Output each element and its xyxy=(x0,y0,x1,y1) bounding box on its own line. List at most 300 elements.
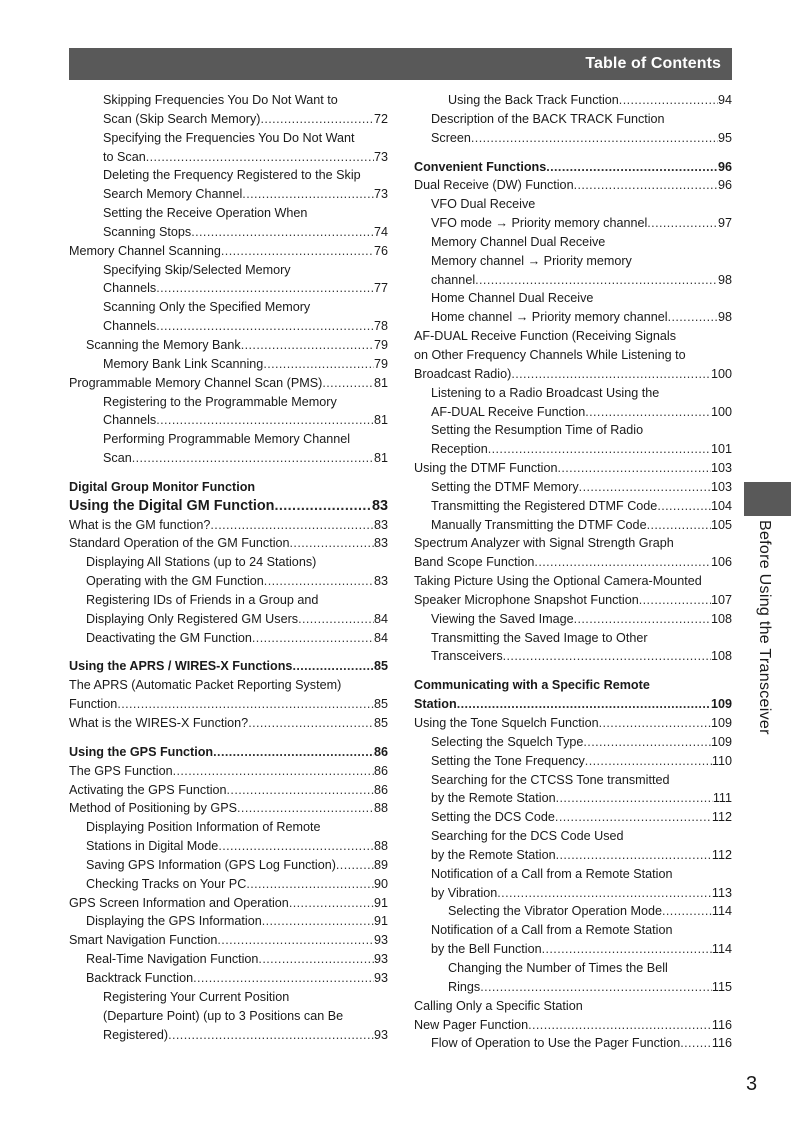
toc-entry[interactable] xyxy=(69,856,388,875)
toc-entry-title: Skipping Frequencies You Do Not Want to xyxy=(103,93,338,107)
toc-entry-page: 96 xyxy=(717,178,732,193)
toc-entry-page: 73 xyxy=(373,187,388,202)
toc-entry-page: 83 xyxy=(373,536,388,551)
toc-entry-title: Reception xyxy=(431,442,488,457)
toc-entry-title: Notification of a Call from a Remote Station xyxy=(431,866,673,881)
toc-entry-title: Checking Tracks on Your PC xyxy=(86,876,247,891)
toc-entry-page: 98 xyxy=(717,272,732,287)
toc-entry-page: 115 xyxy=(711,979,732,994)
toc-entry-page: 88 xyxy=(373,801,388,816)
toc-entry-page: 101 xyxy=(710,442,732,457)
toc-entry-title: Notification of a Call from a Remote Station xyxy=(431,923,673,938)
toc-entry-page: 97 xyxy=(717,216,732,231)
toc-entry[interactable] xyxy=(414,516,732,535)
toc-entry[interactable] xyxy=(69,714,388,733)
toc-entry-title: Calling Only a Specific Station xyxy=(414,998,583,1013)
leader-dots xyxy=(662,902,712,921)
toc-entry xyxy=(414,771,732,790)
toc-entry-title: Backtrack Function xyxy=(86,970,194,985)
toc-entry[interactable] xyxy=(414,497,732,516)
toc-entry xyxy=(69,393,388,412)
leader-dots xyxy=(221,242,374,261)
toc-entry xyxy=(69,430,388,449)
toc-entry xyxy=(414,110,732,129)
section-tab-marker xyxy=(744,482,791,516)
leader-dots xyxy=(488,440,711,459)
toc-entry[interactable] xyxy=(414,129,732,148)
toc-entry-page: 112 xyxy=(711,847,732,862)
header-bar xyxy=(69,48,732,80)
toc-entry-title: Specifying Skip/Selected Memory xyxy=(103,262,291,277)
toc-entry[interactable] xyxy=(69,449,388,468)
toc-entry[interactable] xyxy=(69,411,388,430)
toc-entry[interactable] xyxy=(414,647,732,666)
toc-entry-page: 109 xyxy=(710,697,732,712)
toc-entry[interactable] xyxy=(69,610,388,629)
leader-dots xyxy=(322,374,374,393)
toc-entry-title: Memory channel → Priority memory xyxy=(431,253,632,268)
toc-entry-title: Programmable Memory Channel Scan (PMS) xyxy=(69,375,323,390)
toc-entry xyxy=(414,327,732,346)
toc-entry-title: Specifying the Frequencies You Do Not Want xyxy=(103,130,355,145)
toc-entry-title: Standard Operation of the GM Function xyxy=(69,536,290,551)
toc-entry[interactable] xyxy=(414,940,732,959)
toc-entry-title: Home channel → Priority memory channel xyxy=(431,310,668,325)
toc-entry-page: 106 xyxy=(710,555,732,570)
toc-entry[interactable] xyxy=(414,403,732,422)
toc-entry[interactable] xyxy=(414,214,732,233)
toc-entry-page: 111 xyxy=(712,791,732,806)
toc-entry-title: (Departure Point) (up to 3 Positions can Be xyxy=(103,1008,344,1023)
leader-dots xyxy=(156,411,374,430)
leader-dots xyxy=(146,148,374,167)
toc-entry-page: 86 xyxy=(373,763,388,778)
toc-entry-title: on Other Frequency Channels While Listening to xyxy=(414,347,686,362)
toc-entry-title: Broadcast Radio) xyxy=(414,366,512,381)
toc-entry-page: 81 xyxy=(373,451,388,466)
toc-entry-page: 91 xyxy=(373,895,388,910)
leader-dots xyxy=(647,214,718,233)
toc-entry xyxy=(414,233,732,252)
toc-entry-title: Channels xyxy=(103,413,157,428)
toc-entry[interactable] xyxy=(69,931,388,950)
toc-entry[interactable] xyxy=(414,478,732,497)
toc-entry-page: 85 xyxy=(373,659,388,674)
leader-dots xyxy=(237,799,374,818)
toc-entry xyxy=(414,572,732,591)
toc-entry-title: Transmitting the Saved Image to Other xyxy=(431,630,648,645)
leader-dots xyxy=(668,308,718,327)
toc-entry[interactable] xyxy=(69,534,388,553)
leader-dots xyxy=(290,534,374,553)
leader-dots xyxy=(217,931,374,950)
toc-entry-title: Operating with the GM Function xyxy=(86,574,264,589)
toc-entry-title: Real-Time Navigation Function xyxy=(86,952,259,967)
toc-entry-page: 73 xyxy=(373,149,388,164)
toc-entry-title: Registering Your Current Position xyxy=(103,989,290,1004)
toc-entry-title: by the Bell Function xyxy=(431,942,542,957)
toc-entry-page: 81 xyxy=(373,413,388,428)
toc-entry-title: Search Memory Channel xyxy=(103,187,243,202)
toc-entry-title: Taking Picture Using the Optional Camera-Mounted xyxy=(414,574,702,589)
toc-entry-page: 96 xyxy=(717,159,732,174)
toc-entry[interactable] xyxy=(69,762,388,781)
toc-entry-title: Rings xyxy=(448,979,481,994)
leader-dots xyxy=(585,752,712,771)
toc-entry xyxy=(69,298,388,317)
toc-entry-title: The APRS (Automatic Packet Reporting System) xyxy=(69,678,342,693)
toc-entry-title: The GPS Function xyxy=(69,763,173,778)
toc-entry xyxy=(414,959,732,978)
toc-entry[interactable] xyxy=(414,610,732,629)
toc-entry-title: Listening to a Radio Broadcast Using the xyxy=(431,385,660,400)
toc-entry xyxy=(414,346,732,365)
toc-entry[interactable] xyxy=(414,365,732,384)
leader-dots xyxy=(191,223,374,242)
leader-dots xyxy=(156,279,374,298)
toc-entry-title: Stations in Digital Mode xyxy=(86,839,219,854)
toc-entry-page: 88 xyxy=(373,839,388,854)
toc-entry-title: to Scan xyxy=(103,149,146,164)
leader-dots xyxy=(528,1016,712,1035)
toc-entry-title: Setting the Tone Frequency xyxy=(431,753,585,768)
toc-entry-page: 91 xyxy=(373,914,388,929)
toc-entry[interactable] xyxy=(69,516,388,535)
toc-entry[interactable] xyxy=(69,279,388,298)
toc-entry-page: 103 xyxy=(710,479,732,494)
toc-entry[interactable] xyxy=(414,459,732,478)
toc-entry-page: 114 xyxy=(711,904,732,919)
toc-entry xyxy=(69,553,388,572)
toc-entry[interactable] xyxy=(69,894,388,913)
toc-entry-title: Scanning the Memory Bank xyxy=(86,337,241,352)
toc-entry xyxy=(69,818,388,837)
toc-entry-title: Saving GPS Information (GPS Log Function) xyxy=(86,857,336,872)
toc-entry-title: What is the WIRES-X Function? xyxy=(69,716,249,730)
toc-entry[interactable] xyxy=(69,242,388,261)
toc-entry-title: Registering IDs of Friends in a Group and xyxy=(86,592,319,607)
toc-entry-title: Channels xyxy=(103,319,157,334)
toc-entry-page: 89 xyxy=(373,857,388,872)
toc-entry-page: 103 xyxy=(710,461,732,476)
toc-entry[interactable] xyxy=(414,884,732,903)
toc-entry[interactable] xyxy=(69,969,388,988)
toc-entry-title: Searching for the DCS Code Used xyxy=(431,829,624,844)
leader-dots xyxy=(117,695,374,714)
toc-entry-title: Scanning Only the Specified Memory xyxy=(103,300,311,315)
leader-dots xyxy=(556,789,713,808)
toc-entry[interactable] xyxy=(69,317,388,336)
toc-entry-title: Transmitting the Registered DTMF Code xyxy=(431,498,658,513)
toc-entry[interactable] xyxy=(414,733,732,752)
leader-dots xyxy=(579,478,711,497)
toc-entry-page: 79 xyxy=(373,356,388,371)
leader-dots xyxy=(619,91,718,110)
toc-entry[interactable] xyxy=(69,875,388,894)
toc-entry-title: Transceivers xyxy=(431,649,503,664)
toc-entry-title: channel xyxy=(431,272,476,287)
toc-entry-title: Displaying the GPS Information xyxy=(86,914,262,929)
toc-entry-title: Selecting the Vibrator Operation Mode xyxy=(448,904,662,919)
toc-entry-page: 105 xyxy=(710,517,732,532)
leader-dots xyxy=(556,846,712,865)
leader-dots xyxy=(241,336,374,355)
toc-entry[interactable] xyxy=(69,950,388,969)
toc-entry-title: Changing the Number of Times the Bell xyxy=(448,960,668,975)
toc-entry-page: 112 xyxy=(711,810,732,825)
toc-entry[interactable] xyxy=(69,629,388,648)
leader-dots xyxy=(210,516,374,535)
leader-dots xyxy=(657,497,711,516)
toc-entry xyxy=(69,988,388,1007)
toc-entry-title: Deactivating the GM Function xyxy=(86,630,252,645)
toc-entry[interactable] xyxy=(414,695,732,714)
toc-entry-title: Communicating with a Specific Remote xyxy=(414,678,650,693)
toc-entry[interactable] xyxy=(69,912,388,931)
toc-entry xyxy=(69,204,388,223)
toc-entry-title: Screen xyxy=(431,130,471,145)
leader-dots xyxy=(260,110,374,129)
toc-entry-title: Activating the GPS Function xyxy=(69,782,227,797)
toc-entry-page: 109 xyxy=(710,716,732,730)
toc-entry-title: Registered) xyxy=(103,1027,169,1042)
toc-left-column xyxy=(69,91,388,1044)
toc-entry-title: Method of Positioning by GPS xyxy=(69,801,238,816)
toc-entry xyxy=(414,997,732,1016)
toc-entry-title: AF-DUAL Receive Function (Receiving Signals xyxy=(414,329,677,344)
toc-entry[interactable] xyxy=(414,91,732,110)
toc-entry-page: 110 xyxy=(711,753,732,768)
toc-entry xyxy=(414,676,732,695)
toc-entry-title: Setting the Resumption Time of Radio xyxy=(431,423,644,438)
leader-dots xyxy=(574,610,711,629)
toc-entry xyxy=(414,195,732,214)
toc-entry-title: What is the GM function? xyxy=(69,517,211,532)
toc-entry xyxy=(69,1007,388,1026)
page-title: Table of Contents xyxy=(585,55,721,72)
toc-entry-title: Using the APRS / WIRES-X Functions xyxy=(69,659,293,674)
toc-entry-title: Scanning Stops xyxy=(103,224,192,239)
leader-dots xyxy=(262,912,374,931)
toc-entry-title: Deleting the Frequency Registered to the Skip xyxy=(103,168,361,183)
toc-entry-page: 83 xyxy=(373,574,388,589)
toc-entry-page: 85 xyxy=(373,697,388,712)
toc-entry-title: VFO Dual Receive xyxy=(431,197,536,212)
toc-entry-page: 116 xyxy=(711,1017,732,1032)
toc-entry[interactable] xyxy=(414,553,732,572)
toc-entry-title: Registering to the Programmable Memory xyxy=(103,394,337,409)
toc-entry-title: Performing Programmable Memory Channel xyxy=(103,432,351,447)
toc-entry xyxy=(414,289,732,308)
toc-entry[interactable] xyxy=(69,110,388,129)
leader-dots xyxy=(252,629,374,648)
leader-dots xyxy=(264,572,374,591)
toc-entry-title: Convenient Functions xyxy=(414,159,547,174)
toc-entry xyxy=(69,166,388,185)
toc-entry-title: Displaying Position Information of Remote xyxy=(86,820,321,835)
toc-entry-title: Description of the BACK TRACK Function xyxy=(431,111,665,126)
toc-entry-title: Memory Bank Link Scanning xyxy=(103,356,264,371)
leader-dots xyxy=(242,185,374,204)
toc-entry xyxy=(69,676,388,695)
leader-dots xyxy=(292,657,374,676)
leader-dots xyxy=(471,129,718,148)
toc-entry-page: 90 xyxy=(373,876,388,891)
toc-entry-page: 114 xyxy=(711,942,732,957)
toc-entry[interactable] xyxy=(69,355,388,374)
leader-dots xyxy=(274,497,372,516)
toc-entry-page: 83 xyxy=(373,517,388,532)
toc-entry-page: 98 xyxy=(717,310,732,325)
toc-entry xyxy=(414,827,732,846)
toc-entry[interactable] xyxy=(414,308,732,327)
toc-entry-page: 108 xyxy=(710,611,732,626)
toc-entry-title: Flow of Operation to Use the Pager Function xyxy=(431,1036,681,1051)
toc-entry[interactable] xyxy=(69,743,388,762)
leader-dots xyxy=(534,553,711,572)
leader-dots xyxy=(511,365,711,384)
toc-entry-page: 74 xyxy=(373,224,388,239)
toc-entry[interactable] xyxy=(414,902,732,921)
toc-entry-title: Displaying All Stations (up to 24 Stations) xyxy=(86,555,317,570)
toc-entry-page: 109 xyxy=(710,734,732,749)
toc-entry xyxy=(414,252,732,271)
toc-entry[interactable] xyxy=(414,176,732,195)
leader-dots xyxy=(557,459,711,478)
toc-entry-page: 108 xyxy=(710,649,732,664)
toc-entry-title: Speaker Microphone Snapshot Function xyxy=(414,592,639,607)
leader-dots xyxy=(480,978,712,997)
toc-entry-title: Displaying Only Registered GM Users xyxy=(86,611,299,626)
toc-entry-page: 86 xyxy=(373,744,388,759)
toc-entry[interactable] xyxy=(69,336,388,355)
toc-entry[interactable] xyxy=(69,148,388,167)
toc-entry-page: 78 xyxy=(373,319,388,334)
toc-entry[interactable] xyxy=(69,657,388,676)
toc-entry[interactable] xyxy=(414,158,732,177)
toc-entry-title: GPS Screen Information and Operation xyxy=(69,895,289,910)
leader-dots xyxy=(555,808,712,827)
toc-entry-title: Channels xyxy=(103,281,157,296)
toc-entry xyxy=(69,129,388,148)
toc-entry[interactable] xyxy=(414,808,732,827)
toc-entry xyxy=(69,478,388,497)
toc-entry[interactable] xyxy=(414,789,732,808)
toc-entry[interactable] xyxy=(69,837,388,856)
toc-entry-page: 84 xyxy=(373,630,388,645)
toc-entry-page: 85 xyxy=(373,716,388,730)
toc-entry[interactable] xyxy=(69,572,388,591)
toc-entry-title: Setting the Receive Operation When xyxy=(103,206,308,221)
toc-entry-title: Band Scope Function xyxy=(414,555,535,570)
toc-entry-page: 83 xyxy=(371,497,388,514)
leader-dots xyxy=(647,516,711,535)
toc-entry[interactable] xyxy=(69,185,388,204)
toc-entry[interactable] xyxy=(414,440,732,459)
toc-entry[interactable] xyxy=(414,846,732,865)
toc-entry[interactable] xyxy=(69,799,388,818)
toc-entry[interactable] xyxy=(69,1026,388,1045)
toc-entry[interactable] xyxy=(414,271,732,290)
toc-entry xyxy=(414,865,732,884)
leader-dots xyxy=(585,403,711,422)
toc-entry-title: Home Channel Dual Receive xyxy=(431,291,594,306)
toc-entry xyxy=(69,261,388,280)
leader-dots xyxy=(193,969,374,988)
toc-entry-title: Digital Group Monitor Function xyxy=(69,479,256,494)
toc-entry-page: 93 xyxy=(373,970,388,985)
toc-entry-page: 86 xyxy=(373,782,388,797)
leader-dots xyxy=(213,743,374,762)
toc-entry-page: 107 xyxy=(710,592,732,607)
leader-dots xyxy=(475,271,718,290)
toc-entry-page: 94 xyxy=(717,93,732,107)
leader-dots xyxy=(583,733,711,752)
leader-dots xyxy=(503,647,711,666)
leader-dots xyxy=(599,714,711,733)
toc-entry xyxy=(414,534,732,553)
leader-dots xyxy=(574,176,718,195)
toc-entry[interactable] xyxy=(69,374,388,393)
leader-dots xyxy=(227,781,374,800)
toc-entry[interactable] xyxy=(414,1034,732,1053)
leader-dots xyxy=(497,884,712,903)
toc-entry-title: Using the GPS Function xyxy=(69,744,214,759)
toc-entry-page: 79 xyxy=(373,337,388,352)
toc-entry-title: by the Remote Station xyxy=(431,791,556,806)
toc-entry-title: Scan xyxy=(103,451,132,466)
toc-entry-title: VFO mode → Priority memory channel xyxy=(431,216,648,231)
toc-entry-title: Memory Channel Dual Receive xyxy=(431,234,606,249)
toc-entry[interactable] xyxy=(414,752,732,771)
leader-dots xyxy=(173,762,374,781)
toc-entry-title: Using the Tone Squelch Function xyxy=(414,716,599,730)
section-tab-label: Before Using the Transceiver xyxy=(756,520,773,735)
leader-dots xyxy=(218,837,374,856)
toc-entry-title: New Pager Function xyxy=(414,1017,529,1032)
toc-entry[interactable] xyxy=(69,695,388,714)
toc-entry[interactable] xyxy=(69,497,388,516)
leader-dots xyxy=(542,940,712,959)
toc-entry[interactable] xyxy=(414,714,732,733)
toc-entry xyxy=(69,91,388,110)
toc-right-column xyxy=(414,91,732,1053)
page-number: 3 xyxy=(746,1073,758,1095)
toc-entry-page: 100 xyxy=(710,366,732,381)
toc-entry-title: Viewing the Saved Image xyxy=(431,611,574,626)
toc-entry-page: 116 xyxy=(711,1036,732,1051)
toc-entry[interactable] xyxy=(69,223,388,242)
leader-dots xyxy=(248,714,374,733)
toc-entry[interactable] xyxy=(69,781,388,800)
toc-entry-title: Smart Navigation Function xyxy=(69,933,218,948)
toc-entry-page: 100 xyxy=(710,404,732,419)
toc-entry xyxy=(414,421,732,440)
toc-entry-title: Manually Transmitting the DTMF Code xyxy=(431,517,647,532)
toc-entry xyxy=(414,629,732,648)
toc-entry-page: 84 xyxy=(373,611,388,626)
toc-entry-page: 93 xyxy=(373,1027,388,1042)
toc-entry-title: Scan (Skip Search Memory) xyxy=(103,111,261,126)
toc-entry[interactable] xyxy=(414,1016,732,1035)
leader-dots xyxy=(680,1034,712,1053)
toc-entry-title: Function xyxy=(69,697,118,712)
leader-dots xyxy=(546,158,718,177)
toc-entry[interactable] xyxy=(414,978,732,997)
toc-entry-title: Using the Back Track Function xyxy=(448,93,619,107)
toc-entry[interactable] xyxy=(414,591,732,610)
toc-entry-title: Station xyxy=(414,697,457,712)
